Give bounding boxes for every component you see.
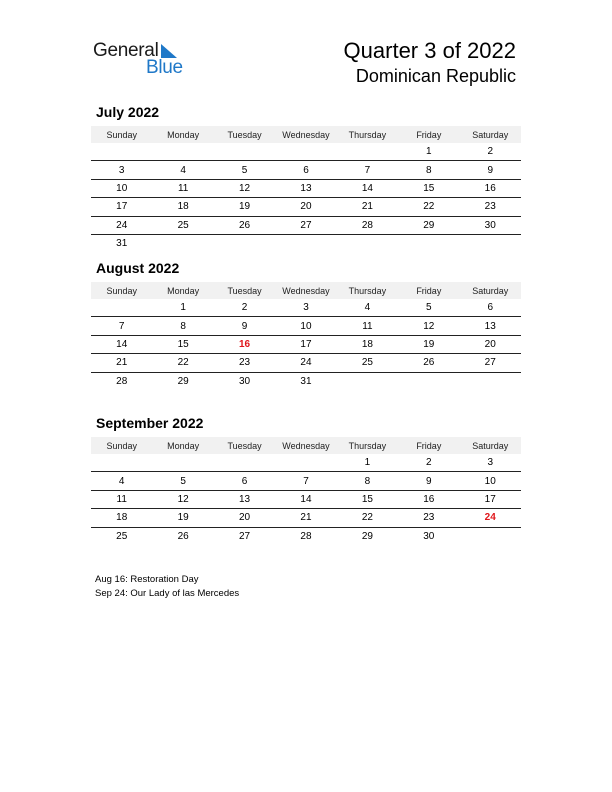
month-weeks: [91, 299, 521, 390]
day-cell: 11: [362, 320, 373, 332]
day-cell: 8: [180, 320, 186, 332]
weekday-label: Sunday: [106, 440, 137, 451]
day-cell: 22: [177, 357, 189, 369]
day-cell: 22: [361, 512, 373, 524]
weekday-label: Thursday: [348, 285, 387, 296]
month-title: July 2022: [96, 104, 160, 120]
day-cell: 26: [238, 219, 251, 231]
day-cell: 5: [426, 302, 432, 314]
week-row: [91, 299, 521, 317]
day-cell: 17: [484, 493, 496, 505]
day-cell: 20: [300, 201, 312, 213]
weekday-label: Monday: [167, 285, 200, 296]
day-cell: 22: [423, 201, 435, 213]
month-weeks: [91, 454, 521, 545]
day-cell: 7: [303, 475, 309, 487]
day-cell: 27: [484, 357, 496, 369]
day-cell: 16: [423, 493, 435, 505]
day-cell: 30: [423, 530, 435, 542]
day-cell: 17: [116, 201, 128, 213]
day-cell: 3: [303, 302, 309, 314]
day-cell: 11: [177, 182, 189, 194]
day-cell: 6: [303, 164, 309, 176]
day-cell: 29: [423, 219, 435, 231]
day-cell: 3: [487, 457, 494, 469]
day-cell: 13: [238, 493, 251, 505]
day-cell: 7: [364, 164, 371, 176]
week-row: [91, 354, 521, 372]
day-cell: 13: [484, 320, 496, 332]
day-cell: 3: [118, 164, 125, 176]
day-cell: 25: [361, 357, 373, 369]
weekday-label: Friday: [416, 129, 442, 140]
weekday-label: Monday: [167, 129, 200, 140]
day-cell: 26: [177, 530, 189, 542]
weekday-label: Wednesday: [282, 440, 330, 451]
day-cell: 4: [118, 475, 125, 487]
day-cell: 2: [487, 146, 494, 158]
weekday-label: Sunday: [106, 129, 137, 140]
day-cell: 28: [300, 530, 312, 542]
week-row: [91, 528, 521, 545]
day-cell: 13: [300, 182, 312, 194]
day-cell: 24: [300, 357, 312, 369]
day-cell: 31: [116, 238, 128, 250]
page-title: Quarter 3 of 2022: [343, 38, 516, 63]
week-row: [91, 161, 521, 179]
week-row: [91, 509, 521, 527]
week-row: [91, 491, 521, 509]
day-cell: 30: [238, 375, 251, 387]
week-row: [91, 198, 521, 216]
day-cell: 23: [484, 201, 496, 213]
day-cell: 12: [177, 493, 189, 505]
day-cell: 18: [361, 338, 373, 350]
day-cell: 26: [423, 357, 435, 369]
day-cell: 11: [116, 493, 127, 505]
day-cell: 16: [484, 182, 496, 194]
weekday-label: Friday: [416, 440, 442, 451]
holiday-note: Aug 16: Restoration Day: [95, 574, 199, 585]
month-september: [91, 415, 521, 545]
day-cell: 23: [423, 512, 435, 524]
day-cell: 14: [116, 338, 128, 350]
day-cell: 29: [361, 530, 373, 542]
day-cell: 23: [238, 357, 251, 369]
day-cell: 1: [180, 302, 186, 314]
day-cell: 2: [426, 457, 432, 469]
page-subtitle: Dominican Republic: [355, 66, 516, 86]
month-title: September 2022: [96, 415, 204, 431]
week-row: [91, 454, 521, 472]
logo-triangle-icon: [161, 44, 177, 58]
day-cell: 19: [177, 512, 189, 524]
weekday-label: Saturday: [472, 285, 509, 296]
day-cell: 15: [177, 338, 189, 350]
week-row: [91, 336, 521, 354]
day-cell: 14: [300, 493, 312, 505]
weekday-label: Tuesday: [227, 129, 262, 140]
month-title: August 2022: [96, 260, 180, 276]
day-cell: 16: [238, 338, 251, 350]
day-cell: 30: [484, 219, 496, 231]
day-cell: 14: [361, 182, 373, 194]
day-cell: 20: [484, 338, 496, 350]
day-cell: 19: [423, 338, 435, 350]
logo-text-general: General: [93, 40, 159, 61]
weekday-label: Friday: [416, 285, 442, 296]
week-row: [91, 180, 521, 198]
weekday-label: Wednesday: [282, 129, 330, 140]
weekday-label: Saturday: [472, 440, 509, 451]
day-cell: 28: [361, 219, 373, 231]
weekday-label: Thursday: [348, 129, 387, 140]
day-cell: 5: [180, 475, 186, 487]
logo-text-blue: Blue: [146, 57, 183, 78]
month-july: [91, 104, 521, 252]
day-cell: 5: [241, 164, 248, 176]
day-cell: 10: [300, 320, 312, 332]
day-cell: 12: [238, 182, 251, 194]
month-weeks: [91, 143, 521, 252]
day-cell: 21: [116, 357, 128, 369]
day-cell: 9: [487, 164, 494, 176]
day-cell: 1: [426, 146, 432, 158]
day-cell: 10: [116, 182, 128, 194]
weekday-label: Monday: [167, 440, 200, 451]
day-cell: 10: [484, 475, 496, 487]
day-cell: 19: [238, 201, 251, 213]
week-row: [91, 143, 521, 161]
holiday-note: Sep 24: Our Lady of las Mercedes: [95, 588, 240, 599]
day-cell: 27: [238, 530, 251, 542]
day-cell: 15: [361, 493, 373, 505]
day-cell: 21: [361, 201, 373, 213]
day-cell: 15: [423, 182, 435, 194]
weekday-header: [91, 282, 521, 299]
day-cell: 27: [300, 219, 312, 231]
week-row: [91, 373, 521, 390]
weekday-label: Tuesday: [227, 440, 262, 451]
day-cell: 7: [118, 320, 125, 332]
day-cell: 9: [426, 475, 432, 487]
day-cell: 6: [487, 302, 494, 314]
holiday-notes: [95, 573, 239, 601]
weekday-label: Sunday: [106, 285, 137, 296]
day-cell: 24: [116, 219, 128, 231]
day-cell: 12: [423, 320, 435, 332]
day-cell: 20: [238, 512, 251, 524]
day-cell: 25: [116, 530, 128, 542]
weekday-label: Wednesday: [282, 285, 330, 296]
day-cell: 18: [116, 512, 128, 524]
day-cell: 29: [177, 375, 189, 387]
day-cell: 2: [241, 302, 248, 314]
weekday-label: Tuesday: [227, 285, 262, 296]
week-row: [91, 317, 521, 335]
day-cell: 28: [116, 375, 128, 387]
weekday-label: Thursday: [348, 440, 387, 451]
day-cell: 4: [364, 302, 371, 314]
day-cell: 9: [241, 320, 248, 332]
weekday-header: [91, 437, 521, 454]
weekday-label: Saturday: [472, 129, 509, 140]
month-august: [91, 260, 521, 390]
week-row: [91, 217, 521, 235]
day-cell: 1: [364, 457, 371, 469]
week-row: [91, 235, 521, 252]
day-cell: 21: [300, 512, 312, 524]
logo: [93, 40, 193, 80]
day-cell: 24: [484, 512, 496, 524]
day-cell: 17: [300, 338, 312, 350]
day-cell: 8: [426, 164, 432, 176]
day-cell: 4: [180, 164, 186, 176]
day-cell: 31: [300, 375, 312, 387]
day-cell: 25: [177, 219, 189, 231]
weekday-header: [91, 126, 521, 143]
week-row: [91, 472, 521, 490]
day-cell: 6: [241, 475, 248, 487]
day-cell: 8: [364, 475, 371, 487]
day-cell: 18: [177, 201, 189, 213]
